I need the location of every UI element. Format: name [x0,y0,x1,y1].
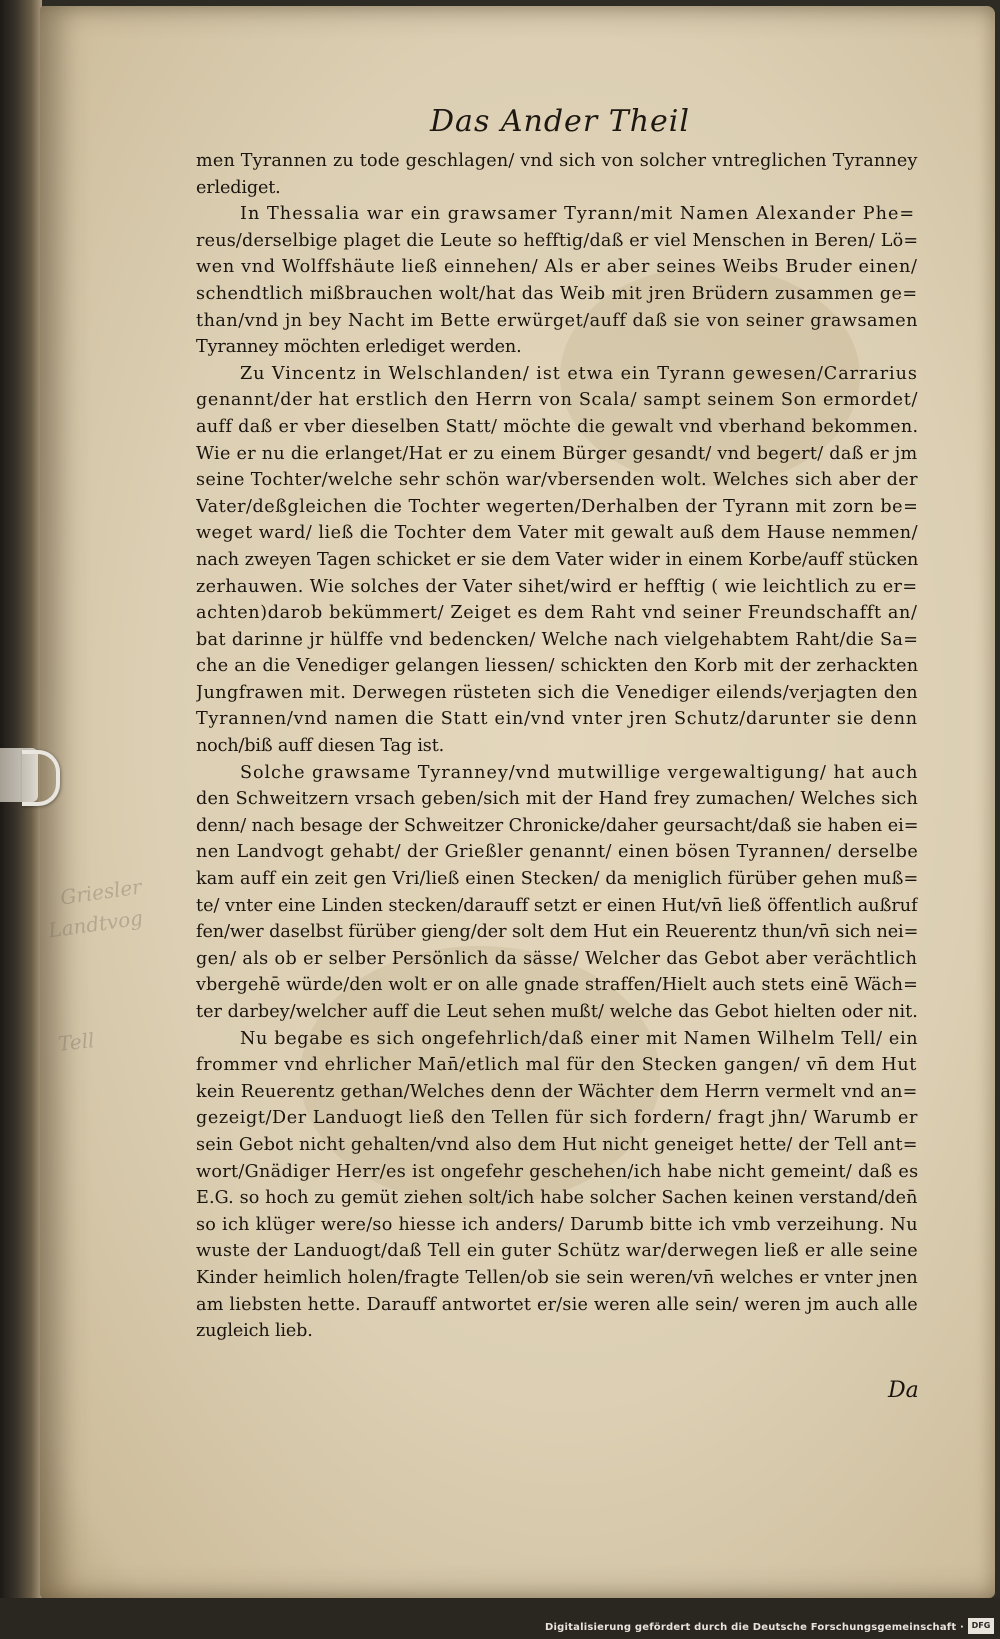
text-line: kam auff ein zeit gen Vri/ließ einen Stecken/ da meniglich fürüber gehen muß= [196,869,918,890]
digitization-credit: Digitalisierung gefördert durch die Deutsche Forschungsgemeinschaft · [545,1622,964,1633]
text-line: te/ vnter eine Linden stecken/darauff setzt er einen Hut/vn̄ ließ öffentlich außruf [196,895,918,916]
text-line: nach zweyen Tagen schicket er sie dem Vater wider in einem Korbe/auff stücken [196,549,918,570]
catchword: Da [888,1378,919,1403]
paper-clip-icon [22,750,60,806]
text-line: weget ward/ ließ die Tochter dem Vater mit gewalt auß dem Hause nemmen/ [196,523,918,544]
text-line: so ich klüger were/so hiesse ich anders/ Darumb bitte ich vmb verzeihung. Nu [196,1214,918,1235]
text-line: erlediget. [196,177,281,198]
text-line: E.G. so hoch zu gemüt ziehen solt/ich habe solcher Sachen keinen verstand/den̄ [196,1188,918,1209]
margin-note: Griesler [58,874,144,910]
text-line: fen/wer daselbst fürüber gieng/der solt dem Hut ein Reuerentz thun/vn̄ sich nei= [196,922,918,943]
text-line: Zu Vincentz in Welschlanden/ ist etwa ein Tyrann gewesen/Carrarius [240,363,918,384]
text-line: den Schweitzern vrsach geben/sich mit der Hand frey zumachen/ Welches sich [196,789,918,810]
text-line: wuste der Landuogt/daß Tell ein guter Schütz war/derwegen ließ er alle seine [196,1241,918,1262]
text-line: che an die Venediger gelangen liessen/ schickten den Korb mit der zerhackten [196,656,918,677]
text-line: Tyrannen/vnd namen die Statt ein/vnd vnter jren Schutz/darunter sie denn [196,709,918,730]
text-line: seine Tochter/welche sehr schön war/vbersenden wolt. Welches sich aber der [196,470,918,491]
text-line: Jungfrawen mit. Derwegen rüsteten sich die Venediger eilends/verjagten den [196,682,918,703]
text-line: In Thessalia war ein grawsamer Tyrann/mit Namen Alexander Phe= [240,204,916,225]
text-line: gen/ als ob er selber Persönlich da sässe/ Welcher das Gebot aber verächtlich [196,948,918,969]
text-line: Nu begabe es sich ongefehrlich/daß einer mit Namen Wilhelm Tell/ ein [240,1028,918,1049]
text-line: men Tyrannen zu tode geschlagen/ vnd sich von solcher vntreglichen Tyranney [196,151,918,171]
text-line: Vater/deßgleichen die Tochter wegerten/Derhalben der Tyrann mit zorn be= [196,496,918,517]
text-line: am liebsten hette. Darauff antwortet er/sie weren alle sein/ weren jm auch alle [196,1294,918,1315]
text-line: nen Landvogt gehabt/ der Grießler genannt/ einen bösen Tyrannen/ derselbe [196,842,918,863]
text-line: frommer vnd ehrlicher Man̄/etlich mal für den Stecken gangen/ vn̄ dem Hut [196,1055,917,1076]
text-line: Tyranney möchten erlediget werden. [196,337,522,358]
text-line: zerhauwen. Wie solches der Vater sihet/wird er hefftig ( wie leichtlich zu er= [196,576,918,597]
text-line: denn/ nach besage der Schweitzer Chronicke/daher geursacht/daß sie haben ei= [196,815,918,836]
text-line: achten)darob bekümmert/ Zeiget es dem Raht vnd seiner Freundschafft an/ [196,603,918,624]
text-line: gezeigt/Der Landuogt ließ den Tellen für sich fordern/ fragt jhn/ Warumb er [196,1108,918,1129]
running-head: Das Ander Theil [430,104,690,139]
text-line: Kinder heimlich holen/fragte Tellen/ob sie sein weren/vn̄ welches er vnter jnen [196,1267,918,1288]
text-line: vbergehē würde/den wolt er on alle gnade straffen/Hielt auch stets einē Wäch= [196,975,918,996]
body-text [196,148,918,1345]
text-line: wort/Gnädiger Herr/es ist ongefehr geschehen/ich habe nicht gemeint/ daß es [196,1161,918,1182]
text-line: genannt/der hat erstlich den Herrn von Scala/ sampt seinem Son ermordet/ [196,390,918,411]
text-line: schendtlich mißbrauchen wolt/hat das Weib mit jren Brüdern zusammen ge= [196,283,918,304]
text-line: Solche grawsame Tyranney/vnd mutwillige vergewaltigung/ hat auch [240,762,918,783]
margin-note: Tell [56,1028,96,1056]
text-line: bat darinne jr hülffe vnd bedencken/ Welche nach vielgehabtem Raht/die Sa= [196,629,918,650]
text-line: noch/biß auff diesen Tag ist. [196,736,445,757]
text-line: Wie er nu die erlanget/Hat er zu einem Bürger gesandt/ vnd begert/ daß er jm [196,443,918,464]
text-line: reus/derselbige plaget die Leute so hefftig/daß er viel Menschen in Beren/ Lö= [196,230,918,251]
text-line: kein Reuerentz gethan/Welches denn der Wächter dem Herrn vermelt vnd an= [196,1081,918,1102]
text-line: ter darbey/welcher auff die Leut sehen mußt/ welche das Gebot hielten oder nit. [196,1002,918,1022]
text-line: sein Gebot nicht gehalten/vnd also dem Hut nicht geneiget hette/ der Tell ant= [196,1134,918,1155]
book-spine-edge [0,0,42,1639]
text-line: auff daß er vber dieselben Statt/ möchte die gewalt vnd vberhand bekommen. [196,416,918,437]
text-line: than/vnd jn bey Nacht im Bette erwürget/auff daß sie von seiner grawsamen [196,310,918,331]
margin-note: Landtvog [46,905,145,943]
dfg-logo: DFG [968,1618,994,1634]
text-line: wen vnd Wolffshäute ließ einnehen/ Als er aber seines Weibs Bruder einen/ [196,257,918,278]
text-line: zugleich lieb. [196,1321,313,1342]
